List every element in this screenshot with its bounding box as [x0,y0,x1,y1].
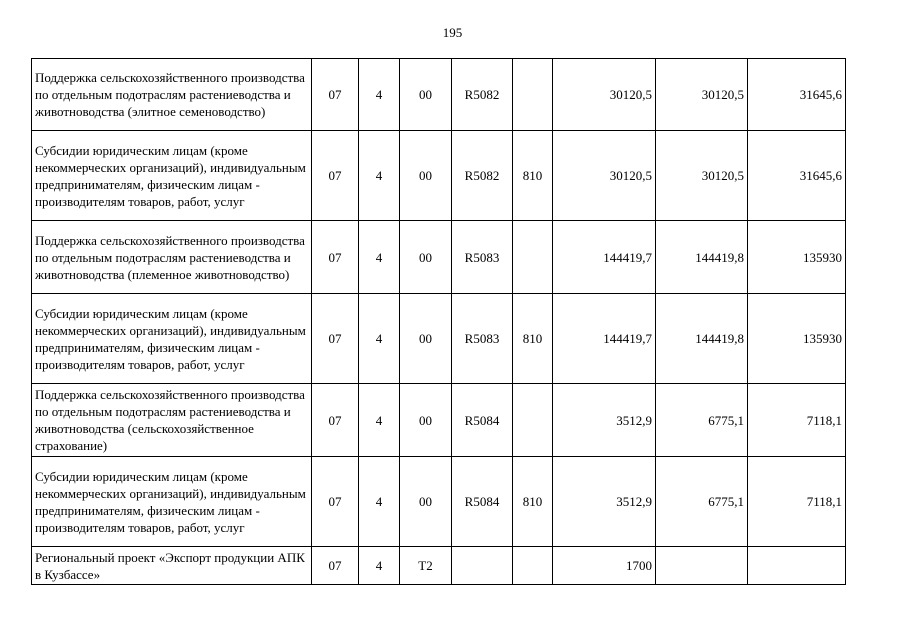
amount-year-2: 30120,5 [656,59,748,131]
amount-year-3: 135930 [748,294,846,384]
amount-year-3: 135930 [748,221,846,294]
section-code: 07 [312,457,359,547]
expense-type-code [513,221,553,294]
target-article-code: R5084 [452,384,513,457]
section-code: 07 [312,131,359,221]
expense-type-code [513,59,553,131]
budget-table [31,58,846,585]
table-row [32,221,846,294]
row-name: Субсидии юридическим лицам (кроме некоммерческих организаций), индивидуальным предпринимателям, физическим лицам - производителям товаров, работ, услуг [32,457,312,547]
row-name: Региональный проект «Экспорт продукции АПК в Кузбассе» [32,547,312,585]
subsection-code: 4 [359,384,400,457]
section-code: 07 [312,384,359,457]
amount-year-3: 7118,1 [748,384,846,457]
section-code: 07 [312,294,359,384]
row-name: Субсидии юридическим лицам (кроме некоммерческих организаций), индивидуальным предпринимателям, физическим лицам - производителям товаров, работ, услуг [32,131,312,221]
table-row [32,294,846,384]
amount-year-2: 6775,1 [656,457,748,547]
program-code: 00 [400,457,452,547]
target-article-code [452,547,513,585]
page-number: 195 [442,25,463,40]
amount-year-3: 31645,6 [748,131,846,221]
row-name: Субсидии юридическим лицам (кроме некоммерческих организаций), индивидуальным предпринимателям, физическим лицам - производителям товаров, работ, услуг [32,294,312,384]
row-name: Поддержка сельскохозяйственного производства по отдельным подотраслям растениеводства и животноводства (сельскохозяйственное страхование) [32,384,312,457]
program-code: 00 [400,131,452,221]
amount-year-2: 6775,1 [656,384,748,457]
amount-year-1: 3512,9 [553,384,656,457]
program-code: 00 [400,294,452,384]
section-code: 07 [312,59,359,131]
amount-year-1: 144419,7 [553,221,656,294]
amount-year-3: 7118,1 [748,457,846,547]
target-article-code: R5082 [452,59,513,131]
table-row [32,131,846,221]
amount-year-1: 30120,5 [553,131,656,221]
target-article-code: R5083 [452,294,513,384]
section-code: 07 [312,221,359,294]
amount-year-1: 144419,7 [553,294,656,384]
amount-year-3: 31645,6 [748,59,846,131]
subsection-code: 4 [359,547,400,585]
subsection-code: 4 [359,131,400,221]
subsection-code: 4 [359,294,400,384]
program-code: 00 [400,221,452,294]
amount-year-1: 1700 [553,547,656,585]
target-article-code: R5084 [452,457,513,547]
target-article-code: R5082 [452,131,513,221]
row-name: Поддержка сельскохозяйственного производства по отдельным подотраслям растениеводства и животноводства (племенное животноводство) [32,221,312,294]
amount-year-1: 3512,9 [553,457,656,547]
amount-year-2 [656,547,748,585]
table-row [32,547,846,585]
target-article-code: R5083 [452,221,513,294]
row-name: Поддержка сельскохозяйственного производства по отдельным подотраслям растениеводства и животноводства (элитное семеноводство) [32,59,312,131]
subsection-code: 4 [359,457,400,547]
expense-type-code: 810 [513,457,553,547]
subsection-code: 4 [359,59,400,131]
subsection-code: 4 [359,221,400,294]
amount-year-2: 144419,8 [656,294,748,384]
amount-year-1: 30120,5 [553,59,656,131]
table-row [32,384,846,457]
expense-type-code: 810 [513,131,553,221]
program-code: 00 [400,384,452,457]
table-row [32,457,846,547]
program-code: 00 [400,59,452,131]
section-code: 07 [312,547,359,585]
table-body [32,59,846,585]
amount-year-2: 30120,5 [656,131,748,221]
amount-year-3 [748,547,846,585]
table-row [32,59,846,131]
expense-type-code [513,547,553,585]
amount-year-2: 144419,8 [656,221,748,294]
program-code: T2 [400,547,452,585]
expense-type-code: 810 [513,294,553,384]
expense-type-code [513,384,553,457]
